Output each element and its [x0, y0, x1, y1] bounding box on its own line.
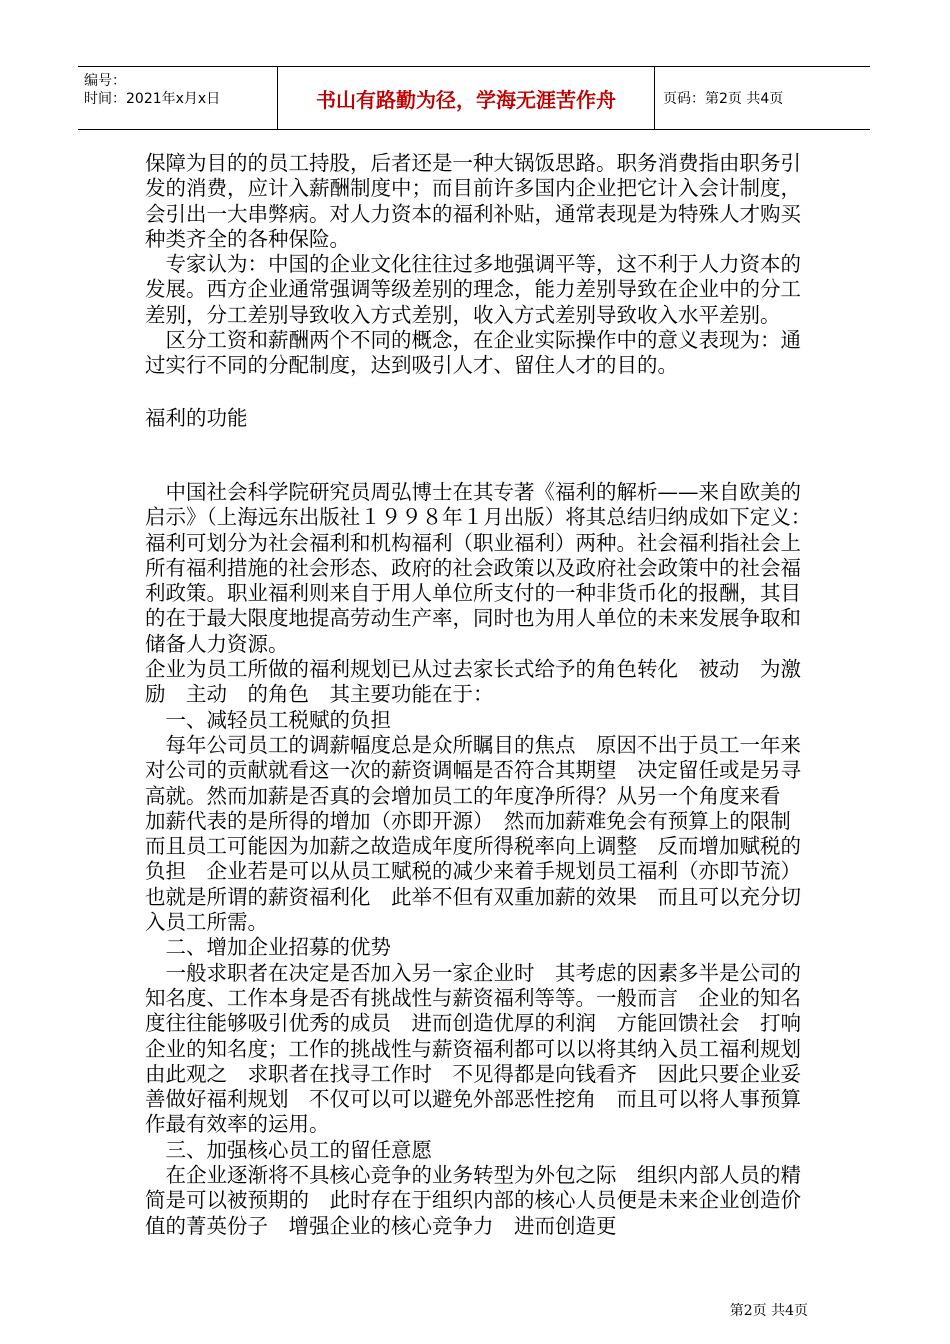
paragraph-welfare-definition: 中国社会科学院研究员周弘博士在其专著《福利的解析——来自欧美的启示》（上海远东出版社１９９８年１月出版）将其总结归纳成如下定义：福利可划分为社会福利和机构福利（职业福利）两种。社会福利指社会上所有福利措施的社会形态、政府的社会政策以及政府社会政策中的社会福利政策。职业福利则来自于用人单位所支付的一种非货币化的报酬，其目的在于最大限度地提高劳动生产率，同时也为用人单位的未来发展争取和储备人力资源。	[145, 479, 812, 656]
header-meta	[78, 67, 278, 129]
page-footer: 第2页 共4页	[729, 1303, 808, 1319]
document-body	[145, 151, 822, 1239]
paragraph-recruitment-advantage: 一般求职者在决定是否加入另一家企业时 其考虑的因素多半是公司的知名度、工作本身是否有挑战性与薪资福利等等。一般而言 企业的知名度往往能够吸引优秀的成员 进而创造优厚的利润 方能回馈社会 打响企业的知名度；工作的挑战性与薪资福利都可以以将其纳入员工福利规划 由此观之 求职者在找寻工作时 不见得都是向钱看齐 因此只要企业妥善做好福利规划 不仅可以可以避免外部恶性挖角 而且可以将人事预算作最有效率的运用。	[145, 960, 822, 1137]
paragraph-wage-vs-salary: 区分工资和薪酬两个不同的概念，在企业实际操作中的意义表现为：通过实行不同的分配制度，达到吸引人才、留住人才的目的。	[145, 328, 801, 378]
document-number-label: 编号：	[84, 73, 126, 89]
paragraph-core-retention: 在企业逐渐将不具核心竞争的业务转型为外包之际 组织内部人员的精简是可以被预期的 此时存在于组织内部的核心人员便是未来企业创造价值的菁英份子 增强企业的核心竞争力 进而创造更	[145, 1162, 801, 1238]
subheading-recruitment-advantage: 二、增加企业招募的优势	[145, 935, 391, 960]
subheading-reduce-tax: 一、减轻员工税赋的负担	[145, 707, 391, 732]
subheading-core-retention: 三、加强核心员工的留任意愿	[145, 1137, 432, 1162]
section-heading-welfare-functions: 福利的功能	[145, 405, 248, 430]
document-date-label: 时间：2021年x月x日	[84, 91, 221, 107]
paragraph-expert-view: 专家认为：中国的企业文化往往过多地强调平等，这不利于人力资本的发展。西方企业通常强调等级差别的理念，能力差别导致在企业中的分工差别，分工差别导致收入方式差别，收入方式差别导致收入水平差别。	[145, 252, 801, 327]
paragraph-reduce-tax: 每年公司员工的调薪幅度总是众所瞩目的焦点 原因不出于员工一年来对公司的贡献就看这一次的薪资调幅是否符合其期望 决定留任或是另寻高就。然而加薪是否真的会增加员工的年度净所得？从另一个角度来看 加薪代表的是所得的增加（亦即开源） 然而加薪难免会有预算上的限制 而且员工可能因为加薪之故造成年度所得税率向上调整 反而增加赋税的负担 企业若是可以从员工赋税的减少来着手规划员工福利（亦即节流） 也就是所谓的薪资福利化 此举不但有双重加薪的效果 而且可以充分切入员工所需。	[145, 732, 812, 935]
header-page-info: 页码：第2页 共4页	[663, 91, 784, 107]
header-motto: 书山有路勤为径，学海无涯苦作舟	[278, 67, 655, 129]
page-header	[78, 66, 870, 130]
paragraph-welfare-planning: 企业为员工所做的福利规划已从过去家长式给予的角色转化 被动 为激励 主动 的角色 其主要功能在于：	[145, 657, 801, 707]
paragraph-benefit-subsidy: 保障为目的的员工持股，后者还是一种大锅饭思路。职务消费指由职务引发的消费，应计入薪酬制度中；而目前许多国内企业把它计入会计制度，会引出一大串弊病。对人力资本的福利补贴，通常表现是为特殊人才购买种类齐全的各种保险。	[145, 151, 801, 251]
